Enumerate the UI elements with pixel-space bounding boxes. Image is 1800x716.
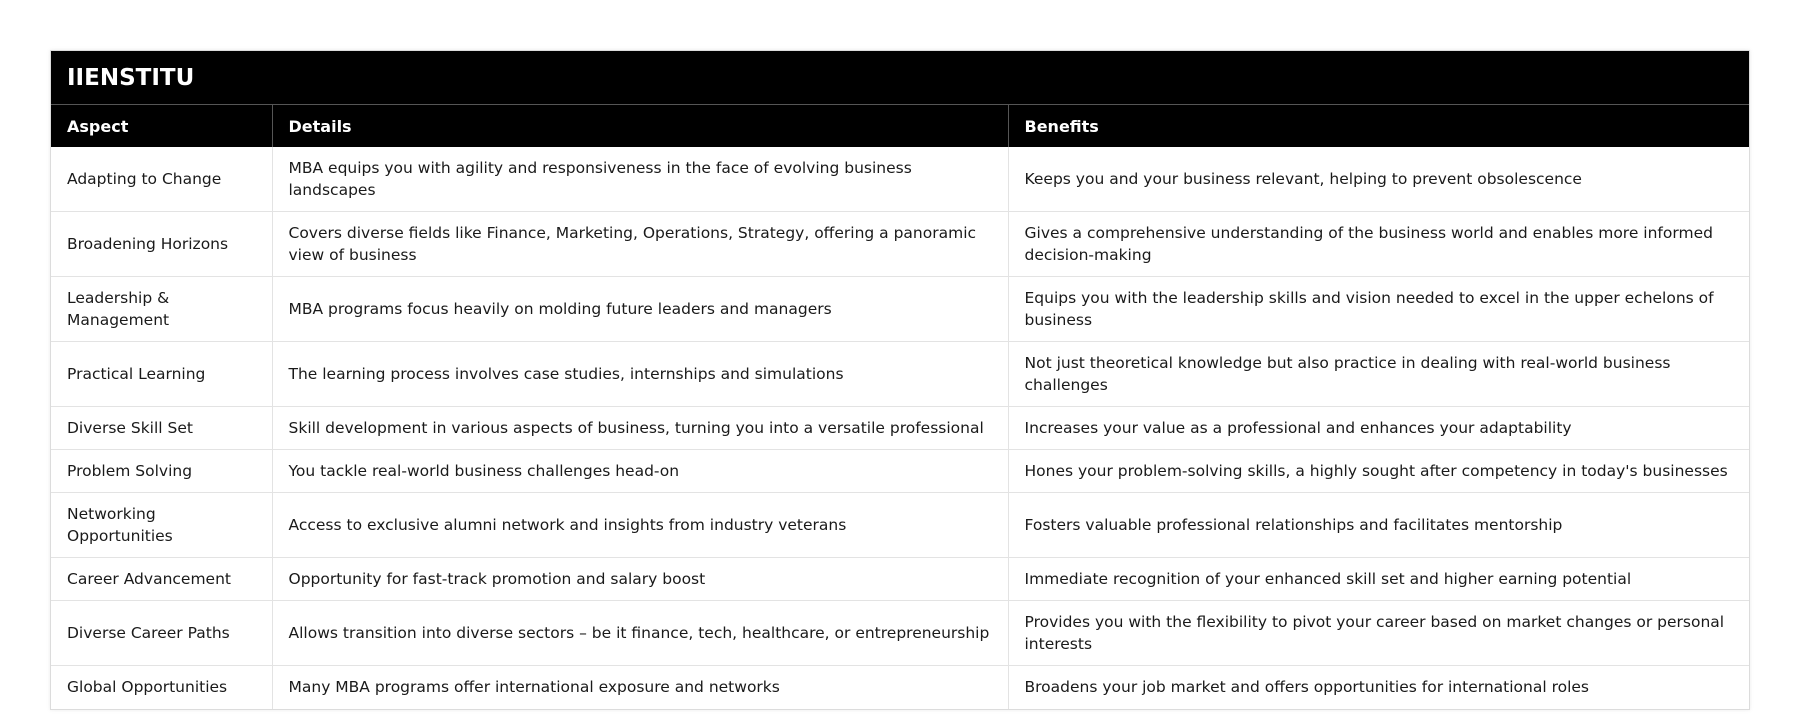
cell-benefits: Keeps you and your business relevant, helping to prevent obsolescence (1008, 147, 1749, 212)
cell-details: Covers diverse fields like Finance, Marketing, Operations, Strategy, offering a panoramic view of business (272, 212, 1008, 277)
table-row (51, 407, 1749, 450)
cell-benefits: Immediate recognition of your enhanced skill set and higher earning potential (1008, 558, 1749, 601)
comparison-table (50, 50, 1750, 710)
cell-aspect: Broadening Horizons (51, 212, 272, 277)
table-row (51, 277, 1749, 342)
cell-aspect: Diverse Career Paths (51, 601, 272, 666)
cell-aspect: Leadership & Management (51, 277, 272, 342)
table-body (51, 147, 1749, 709)
cell-aspect: Career Advancement (51, 558, 272, 601)
cell-details: Allows transition into diverse sectors – be it finance, tech, healthcare, or entrepreneurship (272, 601, 1008, 666)
cell-aspect: Diverse Skill Set (51, 407, 272, 450)
header-details: Details (272, 105, 1008, 147)
table-row (51, 601, 1749, 666)
cell-benefits: Equips you with the leadership skills and vision needed to excel in the upper echelons of business (1008, 277, 1749, 342)
table-row (51, 666, 1749, 709)
cell-benefits: Not just theoretical knowledge but also practice in dealing with real-world business challenges (1008, 342, 1749, 407)
cell-details: MBA programs focus heavily on molding future leaders and managers (272, 277, 1008, 342)
cell-benefits: Gives a comprehensive understanding of the business world and enables more informed decision-making (1008, 212, 1749, 277)
table-row (51, 147, 1749, 212)
table-row (51, 342, 1749, 407)
cell-details: Many MBA programs offer international exposure and networks (272, 666, 1008, 709)
cell-aspect: Networking Opportunities (51, 493, 272, 558)
cell-details: You tackle real-world business challenges head-on (272, 450, 1008, 493)
cell-details: MBA equips you with agility and responsiveness in the face of evolving business landscapes (272, 147, 1008, 212)
cell-details: The learning process involves case studies, internships and simulations (272, 342, 1008, 407)
cell-benefits: Broadens your job market and offers opportunities for international roles (1024, 678, 1590, 697)
table-row (51, 558, 1749, 601)
cell-benefits: Increases your value as a professional and enhances your adaptability (1008, 407, 1749, 450)
table-title: IIENSTITU (51, 51, 1749, 105)
table-row (51, 493, 1749, 558)
cell-aspect: Global Opportunities (51, 666, 272, 709)
table-header (51, 105, 1749, 147)
cell-details: Access to exclusive alumni network and insights from industry veterans (272, 493, 1008, 558)
table-row (51, 212, 1749, 277)
cell-aspect: Practical Learning (51, 342, 272, 407)
header-row (51, 105, 1749, 147)
cell-aspect: Problem Solving (51, 450, 272, 493)
cell-benefits: Fosters valuable professional relationships and facilitates mentorship (1008, 493, 1749, 558)
cell-details: Opportunity for fast-track promotion and salary boost (272, 558, 1008, 601)
cell-aspect: Adapting to Change (51, 147, 272, 212)
header-aspect: Aspect (51, 105, 272, 147)
cell-benefits: Hones your problem-solving skills, a highly sought after competency in today's businesses (1008, 450, 1749, 493)
cell-benefits: Provides you with the flexibility to pivot your career based on market changes or personal interests (1008, 601, 1749, 666)
header-benefits: Benefits (1008, 105, 1749, 147)
table-row (51, 450, 1749, 493)
data-table (51, 105, 1749, 709)
cell-details: Skill development in various aspects of business, turning you into a versatile professional (272, 407, 1008, 450)
